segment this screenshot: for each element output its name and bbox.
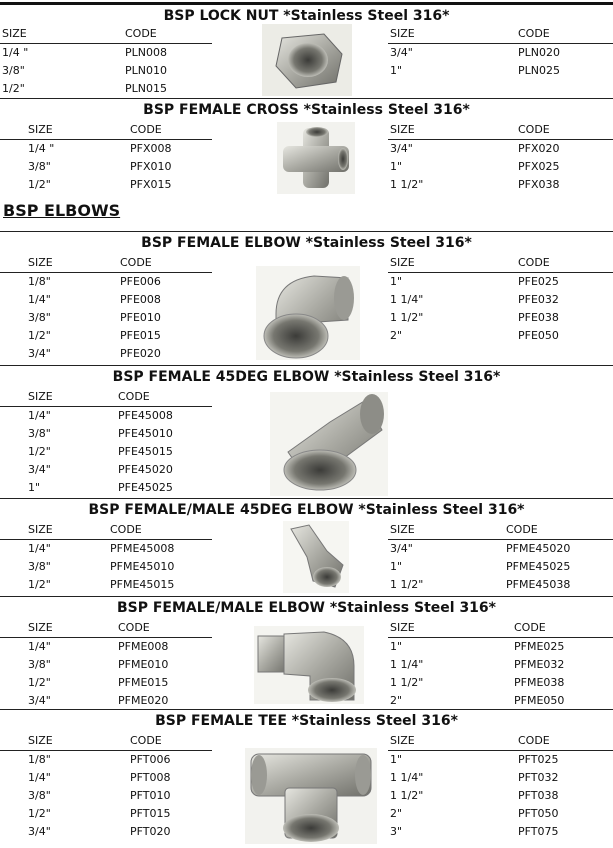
section-title: BSP LOCK NUT *Stainless Steel 316* [0, 2, 613, 26]
code-cell: PFME015 [118, 676, 169, 689]
code-cell: PFME038 [514, 676, 565, 689]
table-header [388, 121, 613, 140]
code-cell: PFX010 [130, 160, 172, 173]
table-header [0, 521, 212, 540]
table-row [388, 176, 613, 194]
table-row [388, 674, 613, 692]
size-cell: 3/8" [28, 311, 51, 324]
size-column-header: SIZE [2, 27, 27, 40]
size-cell: 3/8" [28, 427, 51, 440]
page-title: BSP ELBOWS [3, 201, 121, 220]
size-cell: 3/8" [28, 789, 51, 802]
size-cell: 3/4" [390, 46, 413, 59]
table-header [0, 619, 212, 638]
section-title: BSP FEMALE 45DEG ELBOW *Stainless Steel 316* [0, 365, 613, 388]
code-column-header: CODE [518, 123, 550, 136]
section-title: BSP FEMALE ELBOW *Stainless Steel 316* [0, 231, 613, 254]
size-column-header: SIZE [390, 256, 415, 269]
table-header [0, 732, 212, 751]
table-row [0, 176, 212, 194]
code-cell: PLN008 [125, 46, 167, 59]
table-row [0, 769, 212, 787]
table-row [388, 309, 613, 327]
table-row [0, 656, 212, 674]
table-header [388, 619, 613, 638]
code-cell: PFE032 [518, 293, 559, 306]
size-column-header: SIZE [390, 123, 415, 136]
size-cell: 3/4" [28, 694, 51, 707]
code-column-header: CODE [125, 27, 157, 40]
female-elbow-photo [256, 266, 360, 364]
size-cell: 1/4" [28, 293, 51, 306]
table-header [0, 25, 212, 44]
table-row [0, 638, 212, 656]
code-column-header: CODE [120, 256, 152, 269]
code-column-header: CODE [118, 621, 150, 634]
size-column-header: SIZE [28, 734, 53, 747]
table-row [0, 692, 212, 710]
table-row [388, 769, 613, 787]
code-cell: PFE45025 [118, 481, 173, 494]
code-cell: PFX008 [130, 142, 172, 155]
size-cell: 1/2" [28, 178, 51, 191]
left-size-code-table [0, 619, 212, 710]
table-row [388, 540, 613, 558]
size-cell: 3/8" [28, 658, 51, 671]
size-cell: 1/2" [28, 807, 51, 820]
code-cell: PFME45038 [506, 578, 571, 591]
table-row [388, 44, 613, 62]
code-cell: PFT032 [518, 771, 559, 784]
code-cell: PLN010 [125, 64, 167, 77]
code-cell: PFX020 [518, 142, 560, 155]
code-cell: PLN025 [518, 64, 560, 77]
code-column-header: CODE [518, 734, 550, 747]
code-cell: PFME008 [118, 640, 169, 653]
left-size-code-table [0, 25, 212, 98]
size-cell: 1 1/2" [390, 578, 424, 591]
size-cell: 3/8" [28, 560, 51, 573]
section-title: BSP FEMALE TEE *Stainless Steel 316* [0, 709, 613, 732]
table-row [0, 674, 212, 692]
code-cell: PLN020 [518, 46, 560, 59]
code-cell: PLN015 [125, 82, 167, 95]
table-row [388, 692, 613, 710]
code-cell: PFX015 [130, 178, 172, 191]
size-cell: 1 1/4" [390, 293, 424, 306]
table-header [0, 254, 212, 273]
table-header [388, 254, 613, 273]
size-column-header: SIZE [28, 390, 53, 403]
size-cell: 1/8" [28, 753, 51, 766]
code-cell: PFT006 [130, 753, 171, 766]
table-row [0, 140, 212, 158]
size-cell: 3/4" [390, 542, 413, 555]
size-cell: 2" [390, 807, 403, 820]
size-cell: 1/4" [28, 640, 51, 653]
code-cell: PFE45008 [118, 409, 173, 422]
table-row [0, 540, 212, 558]
right-size-code-table [388, 25, 613, 80]
size-cell: 1 1/2" [390, 789, 424, 802]
table-header [388, 521, 613, 540]
table-row [0, 291, 212, 309]
table-row [0, 443, 212, 461]
size-cell: 1/2" [2, 82, 25, 95]
female-cross-photo [277, 122, 355, 198]
code-cell: PFT038 [518, 789, 559, 802]
size-cell: 1" [390, 640, 403, 653]
table-row [0, 62, 212, 80]
size-cell: 3/4" [28, 463, 51, 476]
code-cell: PFT008 [130, 771, 171, 784]
size-cell: 1/2" [28, 329, 51, 342]
table-row [388, 62, 613, 80]
size-cell: 1/4" [28, 542, 51, 555]
code-cell: PFME010 [118, 658, 169, 671]
table-row [388, 656, 613, 674]
size-cell: 1/4 " [2, 46, 29, 59]
code-cell: PFE025 [518, 275, 559, 288]
size-cell: 3" [390, 825, 403, 838]
size-cell: 1" [28, 481, 41, 494]
code-cell: PFT015 [130, 807, 171, 820]
size-cell: 3/4" [28, 347, 51, 360]
female-male-45deg-elbow-photo [283, 521, 349, 597]
table-row [388, 805, 613, 823]
code-column-header: CODE [118, 390, 150, 403]
size-cell: 1" [390, 275, 403, 288]
code-cell: PFE020 [120, 347, 161, 360]
table-row [388, 327, 613, 345]
size-column-header: SIZE [390, 734, 415, 747]
table-row [388, 576, 613, 594]
code-cell: PFT075 [518, 825, 559, 838]
code-cell: PFX038 [518, 178, 560, 191]
right-size-code-table [388, 121, 613, 194]
code-cell: PFE038 [518, 311, 559, 324]
size-cell: 3/4" [390, 142, 413, 155]
size-cell: 1" [390, 753, 403, 766]
size-cell: 2" [390, 694, 403, 707]
table-row [0, 273, 212, 291]
size-cell: 1/2" [28, 578, 51, 591]
code-cell: PFE45010 [118, 427, 173, 440]
size-column-header: SIZE [28, 256, 53, 269]
table-row [388, 787, 613, 805]
code-column-header: CODE [130, 734, 162, 747]
left-size-code-table [0, 254, 212, 363]
code-column-header: CODE [110, 523, 142, 536]
code-cell: PFE45020 [118, 463, 173, 476]
table-row [0, 80, 212, 98]
table-row [0, 558, 212, 576]
size-column-header: SIZE [28, 523, 53, 536]
size-cell: 1" [390, 64, 403, 77]
code-cell: PFME032 [514, 658, 565, 671]
female-male-elbow-photo [254, 626, 364, 708]
size-cell: 1/2" [28, 676, 51, 689]
female-45deg-elbow-photo [270, 392, 388, 500]
table-row [0, 44, 212, 62]
code-cell: PFME025 [514, 640, 565, 653]
table-row [0, 787, 212, 805]
right-size-code-table [388, 254, 613, 345]
code-cell: PFME45010 [110, 560, 175, 573]
code-cell: PFME45020 [506, 542, 571, 555]
table-row [0, 309, 212, 327]
code-column-header: CODE [506, 523, 538, 536]
size-cell: 1/4" [28, 771, 51, 784]
code-cell: PFME45008 [110, 542, 175, 555]
size-cell: 1 1/2" [390, 676, 424, 689]
table-header [0, 388, 212, 407]
section-title: BSP FEMALE/MALE 45DEG ELBOW *Stainless Steel 316* [0, 498, 613, 521]
table-row [0, 327, 212, 345]
left-size-code-table [0, 732, 212, 841]
size-cell: 1" [390, 160, 403, 173]
size-cell: 1" [390, 560, 403, 573]
left-size-code-table [0, 521, 212, 594]
code-cell: PFME45025 [506, 560, 571, 573]
size-cell: 1 1/2" [390, 178, 424, 191]
size-column-header: SIZE [390, 523, 415, 536]
table-row [0, 425, 212, 443]
size-column-header: SIZE [28, 123, 53, 136]
table-row [0, 751, 212, 769]
code-column-header: CODE [518, 256, 550, 269]
table-row [388, 273, 613, 291]
left-size-code-table [0, 388, 212, 497]
size-column-header: SIZE [28, 621, 53, 634]
size-cell: 1 1/2" [390, 311, 424, 324]
code-cell: PFE015 [120, 329, 161, 342]
size-column-header: SIZE [390, 27, 415, 40]
code-column-header: CODE [514, 621, 546, 634]
size-cell: 1/4 " [28, 142, 55, 155]
section-title: BSP FEMALE CROSS *Stainless Steel 316* [0, 98, 613, 121]
size-cell: 3/4" [28, 825, 51, 838]
table-row [0, 345, 212, 363]
size-cell: 3/8" [28, 160, 51, 173]
female-tee-photo [245, 748, 377, 848]
table-row [388, 558, 613, 576]
code-cell: PFX025 [518, 160, 560, 173]
lock-nut-photo [262, 24, 352, 100]
code-cell: PFE45015 [118, 445, 173, 458]
table-row [0, 823, 212, 841]
size-column-header: SIZE [390, 621, 415, 634]
size-cell: 1/4" [28, 409, 51, 422]
code-cell: PFE050 [518, 329, 559, 342]
table-row [0, 479, 212, 497]
right-size-code-table [388, 521, 613, 594]
section-title: BSP FEMALE/MALE ELBOW *Stainless Steel 316* [0, 596, 613, 619]
table-row [0, 158, 212, 176]
right-size-code-table [388, 732, 613, 841]
table-row [388, 158, 613, 176]
table-row [388, 291, 613, 309]
code-cell: PFE008 [120, 293, 161, 306]
code-cell: PFT020 [130, 825, 171, 838]
code-cell: PFE010 [120, 311, 161, 324]
table-header [388, 25, 613, 44]
table-row [388, 823, 613, 841]
size-cell: 1/8" [28, 275, 51, 288]
table-row [388, 751, 613, 769]
left-size-code-table [0, 121, 212, 194]
table-header [0, 121, 212, 140]
size-cell: 3/8" [2, 64, 25, 77]
code-column-header: CODE [518, 27, 550, 40]
size-cell: 1 1/4" [390, 771, 424, 784]
table-row [0, 461, 212, 479]
table-row [388, 638, 613, 656]
size-cell: 1 1/4" [390, 658, 424, 671]
code-cell: PFME45015 [110, 578, 175, 591]
code-cell: PFT010 [130, 789, 171, 802]
code-cell: PFME050 [514, 694, 565, 707]
size-cell: 1/2" [28, 445, 51, 458]
code-cell: PFT025 [518, 753, 559, 766]
right-size-code-table [388, 619, 613, 710]
table-header [388, 732, 613, 751]
code-cell: PFT050 [518, 807, 559, 820]
code-column-header: CODE [130, 123, 162, 136]
table-row [0, 576, 212, 594]
code-cell: PFME020 [118, 694, 169, 707]
table-row [388, 140, 613, 158]
size-cell: 2" [390, 329, 403, 342]
table-row [0, 805, 212, 823]
code-cell: PFE006 [120, 275, 161, 288]
table-row [0, 407, 212, 425]
